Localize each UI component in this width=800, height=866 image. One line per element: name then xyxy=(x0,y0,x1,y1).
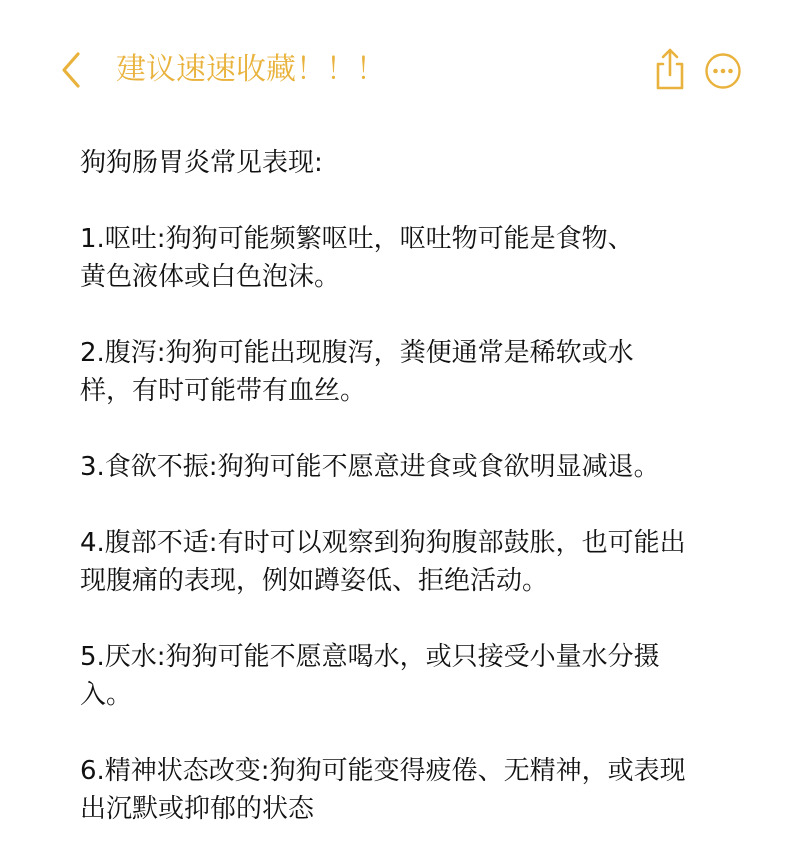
more-dots-icon xyxy=(704,52,742,90)
chevron-left-icon xyxy=(54,48,90,92)
note-line: 入。 xyxy=(80,680,133,710)
note-line: 1.呕吐:狗狗可能频繁呕吐，呕吐物可能是食物、 xyxy=(80,224,634,254)
note-paragraph xyxy=(80,752,740,828)
navigation-bar xyxy=(0,0,800,140)
note-line: 2.腹泻:狗狗可能出现腹泻，粪便通常是稀软或水 xyxy=(80,338,634,368)
note-line: 出沉默或抑郁的状态 xyxy=(80,794,315,824)
note-paragraph xyxy=(80,448,740,486)
note-line: 黄色液体或白色泡沫。 xyxy=(80,262,341,292)
note-line: 3.食欲不振:狗狗可能不愿意进食或食欲明显减退。 xyxy=(80,452,660,482)
more-button[interactable] xyxy=(704,52,742,90)
note-content[interactable] xyxy=(80,144,740,866)
note-paragraph xyxy=(80,334,740,410)
note-line: 现腹痛的表现，例如蹲姿低、拒绝活动。 xyxy=(80,566,549,596)
note-line: 5.厌水:狗狗可能不愿意喝水，或只接受小量水分摄 xyxy=(80,642,660,672)
note-line: 样，有时可能带有血丝。 xyxy=(80,376,367,406)
note-line: 4.腹部不适:有时可以观察到狗狗腹部鼓胀，也可能出 xyxy=(80,528,686,558)
note-paragraph xyxy=(80,220,740,296)
note-line: 6.精神状态改变:狗狗可能变得疲倦、无精神，或表现 xyxy=(80,756,686,786)
share-icon xyxy=(650,44,690,94)
note-paragraph xyxy=(80,638,740,714)
note-heading: 狗狗肠胃炎常见表现: xyxy=(80,148,323,178)
back-button[interactable] xyxy=(54,48,90,92)
note-title: 建议速速收藏！！！ xyxy=(116,52,386,87)
note-paragraph xyxy=(80,524,740,600)
share-button[interactable] xyxy=(650,44,690,94)
